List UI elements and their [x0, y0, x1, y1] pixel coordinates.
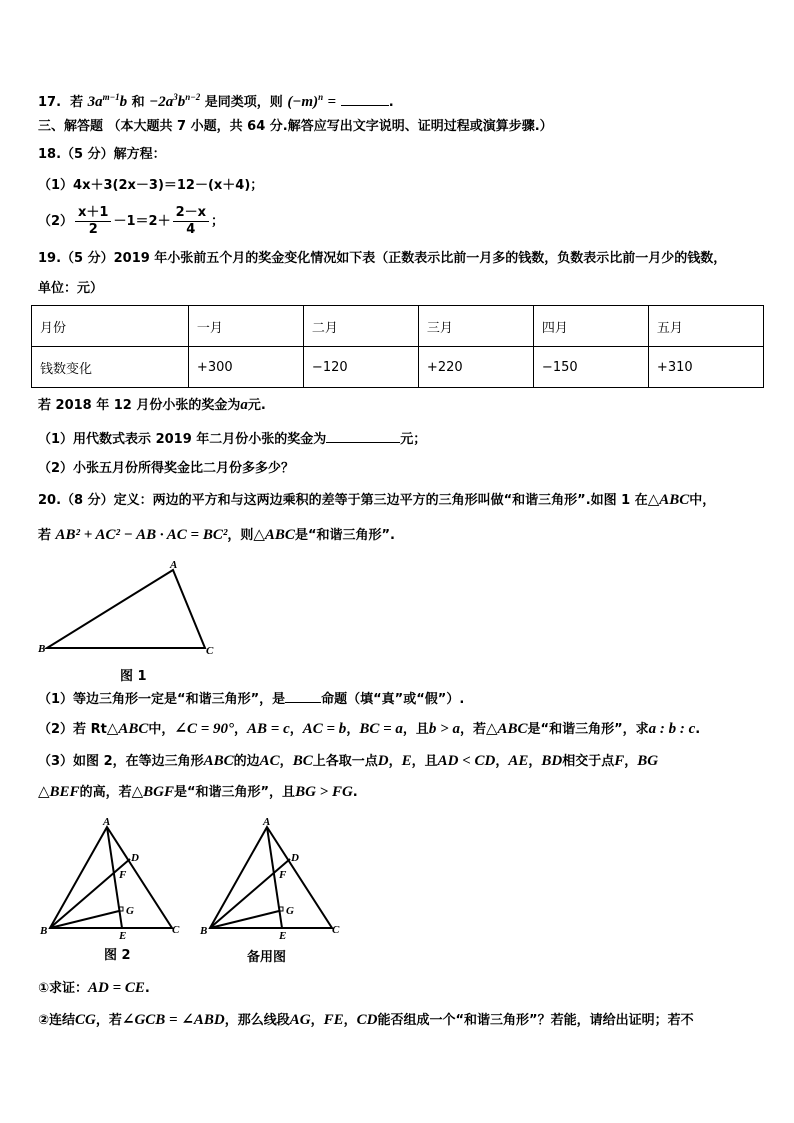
answer-blank[interactable]: [285, 688, 321, 703]
svg-text:F: F: [119, 869, 127, 881]
svg-text:B: B: [200, 925, 208, 937]
question-19-part2: （2）小张五月份所得奖金比二月份多多少？: [38, 461, 295, 476]
answer-blank[interactable]: [326, 428, 400, 443]
question-19-title-cont: 单位：元）: [38, 281, 104, 296]
figure-2-caption: 图 2: [104, 948, 131, 963]
table-cell: 月份: [32, 306, 189, 347]
svg-text:D: D: [291, 852, 299, 864]
question-20-sub1: ①求证：AD = CE.: [38, 980, 150, 996]
answer-blank[interactable]: [341, 91, 389, 106]
question-20-part1: （1）等边三角形一定是“和谐三角形”，是 命题（填“真”或“假”）.: [38, 688, 464, 710]
table-cell: +220: [418, 347, 533, 388]
question-18-part1: （1）4x＋3(2x－3)＝12－(x＋4)；: [38, 178, 264, 193]
table-cell: 三月: [418, 306, 533, 347]
table-row: [32, 347, 764, 388]
svg-text:D: D: [131, 852, 139, 864]
label-a: A: [170, 559, 178, 571]
figure-2: [35, 815, 185, 940]
svg-text:B: B: [40, 925, 48, 937]
question-18-title: 18.（5 分）解方程：: [38, 147, 166, 162]
table-cell: +310: [648, 347, 763, 388]
svg-text:C: C: [172, 924, 180, 936]
figure-backup: [195, 815, 345, 940]
svg-text:F: F: [279, 869, 287, 881]
figure-backup-caption: 备用图: [247, 950, 287, 965]
svg-text:E: E: [119, 930, 127, 940]
question-19-title: 19.（5 分）2019 年小张前五个月的奖金变化情况如下表（正数表示比前一月多的钱数，负数表示比前一月少的钱数，: [38, 251, 727, 266]
svg-text:G: G: [126, 905, 134, 917]
section-3-heading: 三、解答题 （本大题共 7 小题，共 64 分.解答应写出文字说明、证明过程或演算步骤.）: [38, 119, 553, 134]
svg-text:E: E: [279, 930, 287, 940]
label-b: B: [38, 643, 46, 655]
question-20-part3: （3）如图 2，在等边三角形ABC的边AC，BC上各取一点D，E，且AD < CD，AE，BD相交于点F，BG: [38, 753, 659, 769]
bonus-table: [31, 305, 764, 388]
table-cell: 五月: [648, 306, 763, 347]
question-20-part2: （2）若 Rt△ABC中，∠C = 90°，AB = c，AC = b，BC = a，且b > a，若△ABC是“和谐三角形”，求a : b : c.: [38, 721, 701, 737]
table-cell: −150: [533, 347, 648, 388]
table-cell: 钱数变化: [32, 347, 189, 388]
table-header-row: [32, 306, 764, 347]
figure-1: [30, 556, 220, 660]
question-20-sub2: ②连结CG，若∠GCB = ∠ABD，那么线段AG，FE，CD能否组成一个“和谐三角形”？若能，请给出证明；若不: [38, 1012, 694, 1028]
table-cell: +300: [188, 347, 303, 388]
table-cell: −120: [303, 347, 418, 388]
table-cell: 一月: [188, 306, 303, 347]
svg-text:A: A: [263, 816, 271, 828]
question-19-given: 若 2018 年 12 月份小张的奖金为a元.: [38, 397, 266, 413]
question-20-definition: 若 AB² + AC² − AB · AC = BC²，则△ABC是“和谐三角形”.: [38, 527, 395, 543]
question-17: 17. 若 $3a^{m-1}b$ 和 $-2a^3b^{n-2}$ 是同类项，则 $(-m)^n$ = .: [38, 92, 394, 110]
svg-text:A: A: [103, 816, 111, 828]
question-20-part3-cont: △BEF的高，若△BGF是“和谐三角形”，且BG > FG.: [38, 784, 358, 800]
svg-text:G: G: [286, 905, 294, 917]
question-20-title: 20.（8 分）定义：两边的平方和与这两边乘积的差等于第三边平方的三角形叫做“和谐三角形”.如图 1 在△ABC中，: [38, 492, 716, 508]
question-19-part1: （1）用代数式表示 2019 年二月份小张的奖金为 元；: [38, 428, 426, 450]
question-18-part2: （2） $\frac{x+1}{2}$ －1＝2＋ $\frac{2-x}{4}$ ；: [38, 205, 225, 237]
table-cell: 四月: [533, 306, 648, 347]
svg-text:C: C: [332, 924, 340, 936]
figure-1-caption: 图 1: [120, 669, 147, 684]
label-c: C: [206, 645, 214, 657]
table-cell: 二月: [303, 306, 418, 347]
